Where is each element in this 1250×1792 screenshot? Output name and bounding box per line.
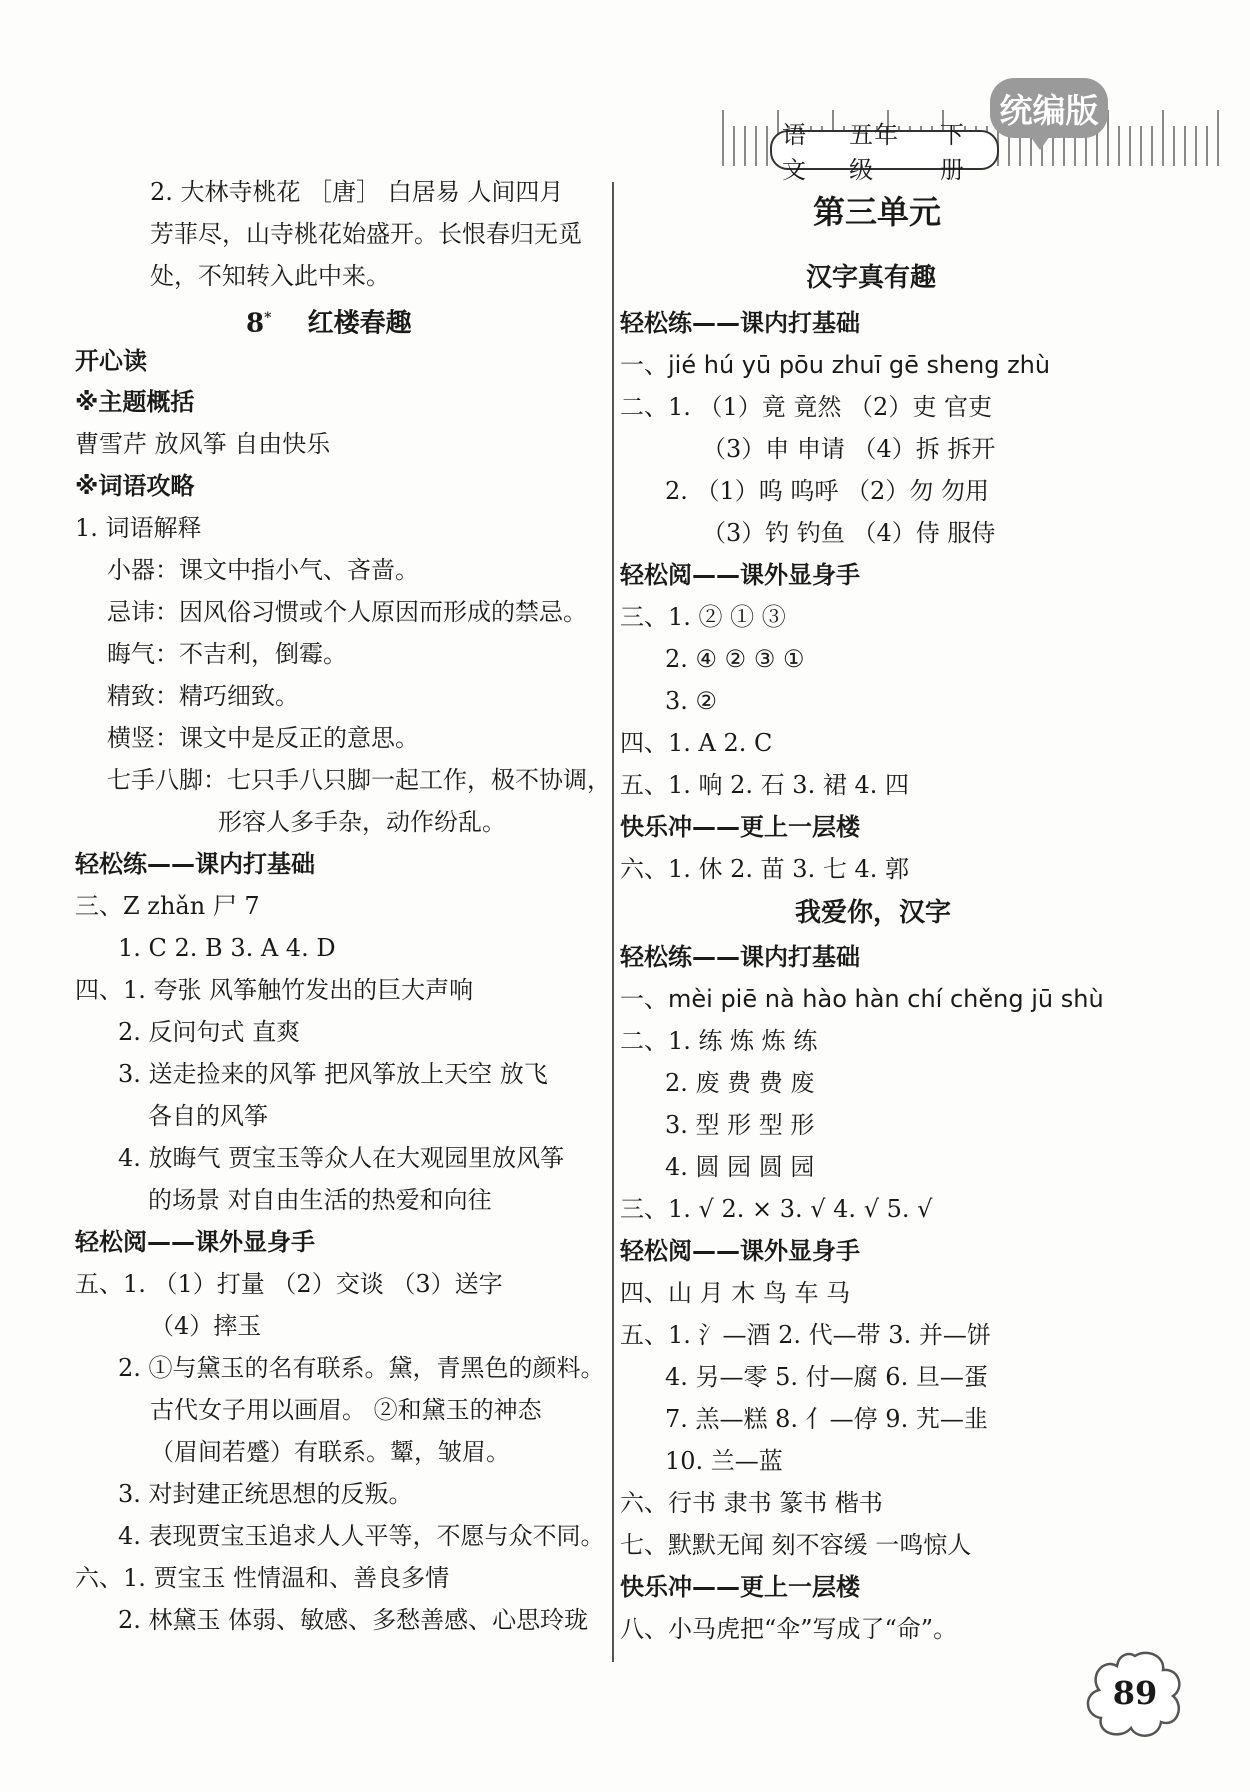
answer-line: （4）摔玉 bbox=[150, 1312, 262, 1340]
answer-line: 10. 兰—蓝 bbox=[665, 1447, 783, 1475]
unit-title: 第三单元 bbox=[813, 193, 942, 231]
ruler-tick bbox=[1206, 126, 1208, 166]
answer-line: 四、1. A 2. C bbox=[620, 729, 773, 757]
ruler-tick bbox=[1129, 126, 1131, 166]
answer-line: 2. ①与黛玉的名有联系。黛，青黑色的颜料。 bbox=[118, 1354, 605, 1382]
answer-line: 3. 对封建正统思想的反叛。 bbox=[118, 1480, 413, 1508]
ruler-tick bbox=[1195, 126, 1197, 166]
word-definition: 横竖：课文中是反正的意思。 bbox=[107, 724, 419, 752]
section-heading: ※词语攻略 bbox=[75, 472, 195, 500]
answer-line: 三、Z zhǎn 尸 7 bbox=[75, 892, 260, 920]
answer-line: （3）钓 钓鱼 （4）侍 服侍 bbox=[702, 519, 996, 547]
section-heading: 轻松阅——课外显身手 bbox=[75, 1228, 315, 1256]
edition-label: 统编版 bbox=[999, 90, 1099, 130]
answer-line: （眉间若蹙）有联系。颦，皱眉。 bbox=[150, 1438, 510, 1466]
grade-label: 五年级 bbox=[849, 121, 900, 184]
edition-badge bbox=[990, 78, 1108, 138]
section-heading: 快乐冲——更上一层楼 bbox=[620, 1573, 860, 1601]
answer-line: 一、mèi piē nà hào hàn chí chěng jū shù bbox=[620, 985, 1104, 1013]
answer-line: 二、1. （1）竟 竟然 （2）吏 官吏 bbox=[620, 393, 992, 421]
answer-line: 三、1. √ 2. × 3. √ 4. √ 5. √ bbox=[620, 1195, 933, 1223]
answer-line: 古代女子用以画眉。 ②和黛玉的神态 bbox=[150, 1396, 542, 1424]
answer-line: 各自的风筝 bbox=[148, 1102, 268, 1130]
answer-line: 二、1. 练 炼 炼 练 bbox=[620, 1027, 818, 1055]
poem-line: 芳菲尽，山寺桃花始盛开。长恨春归无觅 bbox=[150, 220, 582, 248]
answer-line: 4. 表现贾宝玉追求人人平等，不愿与众不同。 bbox=[118, 1522, 605, 1550]
answer-line: 2. ④ ② ③ ① bbox=[665, 645, 805, 673]
answer-line: 4. 圆 园 圆 园 bbox=[665, 1153, 815, 1181]
subject-banner bbox=[770, 121, 999, 184]
answer-line: 2. 反问句式 直爽 bbox=[118, 1018, 301, 1046]
subject-label: 语文 bbox=[782, 121, 807, 184]
answer-line: 六、1. 休 2. 苗 3. 七 4. 郭 bbox=[620, 855, 909, 883]
lesson-heading bbox=[246, 302, 412, 340]
answer-line: 五、1. 氵—酒 2. 代—带 3. 并—饼 bbox=[620, 1321, 991, 1349]
lesson-number: 8 bbox=[246, 308, 265, 339]
ruler-tick bbox=[744, 126, 746, 166]
answer-line: 1. 词语解释 bbox=[75, 514, 202, 542]
answer-line: 八、小马虎把“伞”写成了“命”。 bbox=[620, 1615, 958, 1643]
poem-line: 处，不知转入此中来。 bbox=[150, 262, 390, 290]
answer-line: 4. 放晦气 贾宝玉等众人在大观园里放风筝 bbox=[118, 1144, 565, 1172]
answer-line: 五、1. 响 2. 石 3. 裙 4. 四 bbox=[620, 771, 909, 799]
ruler-tick bbox=[766, 126, 768, 166]
answer-line: 7. 羔—糕 8. 亻—停 9. 艽—韭 bbox=[665, 1405, 988, 1433]
lesson-title: 红楼春趣 bbox=[307, 308, 412, 339]
word-definition: 忌讳：因风俗习惯或个人原因而形成的禁忌。 bbox=[107, 598, 587, 626]
section-heading: 开心读 bbox=[75, 347, 147, 375]
section-heading: 轻松练——课内打基础 bbox=[75, 850, 315, 878]
answer-line: 五、1. （1）打量 （2）交谈 （3）送字 bbox=[75, 1270, 503, 1298]
page-number: 89 bbox=[1112, 1674, 1158, 1712]
answer-line: （3）申 申请 （4）拆 拆开 bbox=[702, 435, 996, 463]
ruler-tick bbox=[1217, 110, 1219, 166]
ruler-tick bbox=[1151, 126, 1153, 166]
lesson-title: 我爱你，汉字 bbox=[795, 898, 952, 928]
answer-line: 六、1. 贾宝玉 性情温和、善良多情 bbox=[75, 1564, 450, 1592]
section-heading: 轻松阅——课外显身手 bbox=[620, 1237, 860, 1265]
section-heading: 轻松阅——课外显身手 bbox=[620, 561, 860, 589]
answer-line: 四、1. 夸张 风筝触竹发出的巨大声响 bbox=[75, 976, 474, 1004]
answer-line: 2. （1）呜 呜呼 （2）勿 勿用 bbox=[665, 477, 989, 505]
answer-line: 曹雪芹 放风筝 自由快乐 bbox=[75, 430, 331, 458]
poem-line: 2. 大林寺桃花 ［唐］ 白居易 人间四月 bbox=[150, 178, 564, 206]
answer-line: 2. 废 费 费 废 bbox=[665, 1069, 815, 1097]
section-heading: 轻松练——课内打基础 bbox=[620, 943, 860, 971]
ruler-tick bbox=[1173, 126, 1175, 166]
section-heading: 快乐冲——更上一层楼 bbox=[620, 813, 860, 841]
answer-line: 3. ② bbox=[665, 687, 718, 715]
column-divider bbox=[612, 182, 614, 1662]
page-header bbox=[0, 0, 1250, 184]
answer-line: 3. 送走捡来的风筝 把风筝放上天空 放飞 bbox=[118, 1060, 548, 1088]
answer-line: 三、1. ② ① ③ bbox=[620, 603, 786, 631]
section-heading: ※主题概括 bbox=[75, 388, 195, 416]
ruler-tick bbox=[1140, 126, 1142, 166]
ruler-tick bbox=[733, 126, 735, 166]
answer-line: 七、默默无闻 刻不容缓 一鸣惊人 bbox=[620, 1531, 972, 1559]
page-number-badge bbox=[1085, 1648, 1185, 1738]
answer-line: 4. 另—零 5. 付—腐 6. 旦—蛋 bbox=[665, 1363, 988, 1391]
word-definition: 精致：精巧细致。 bbox=[107, 682, 299, 710]
ruler-tick bbox=[1118, 126, 1120, 166]
answer-line: 四、山 月 木 鸟 车 马 bbox=[620, 1279, 851, 1307]
word-definition: 七手八脚：七只手八只脚一起工作，极不协调， bbox=[107, 766, 611, 794]
answer-line: 3. 型 形 型 形 bbox=[665, 1111, 815, 1139]
ruler-tick bbox=[755, 126, 757, 166]
optional-lesson-mark: * bbox=[264, 310, 272, 326]
lesson-title: 汉字真有趣 bbox=[806, 263, 937, 293]
word-definition: 形容人多手杂，动作纷乱。 bbox=[218, 808, 506, 836]
word-definition: 小器：课文中指小气、吝啬。 bbox=[107, 556, 419, 584]
answer-line: 2. 林黛玉 体弱、敏感、多愁善感、心思玲珑 bbox=[118, 1606, 589, 1634]
ruler-tick bbox=[1184, 126, 1186, 166]
ruler-tick bbox=[1162, 110, 1164, 166]
word-definition: 晦气：不吉利，倒霉。 bbox=[107, 640, 347, 668]
answer-line: 1. C 2. B 3. A 4. D bbox=[118, 934, 336, 962]
section-heading: 轻松练——课内打基础 bbox=[620, 309, 860, 337]
answer-line: 的场景 对自由生活的热爱和向往 bbox=[148, 1186, 492, 1214]
answer-line: 六、行书 隶书 篆书 楷书 bbox=[620, 1489, 883, 1517]
volume-label: 下册 bbox=[939, 121, 965, 184]
answer-line: 一、jié hú yū pōu zhuī gē sheng zhù bbox=[620, 351, 1051, 379]
ruler-tick bbox=[722, 110, 724, 166]
